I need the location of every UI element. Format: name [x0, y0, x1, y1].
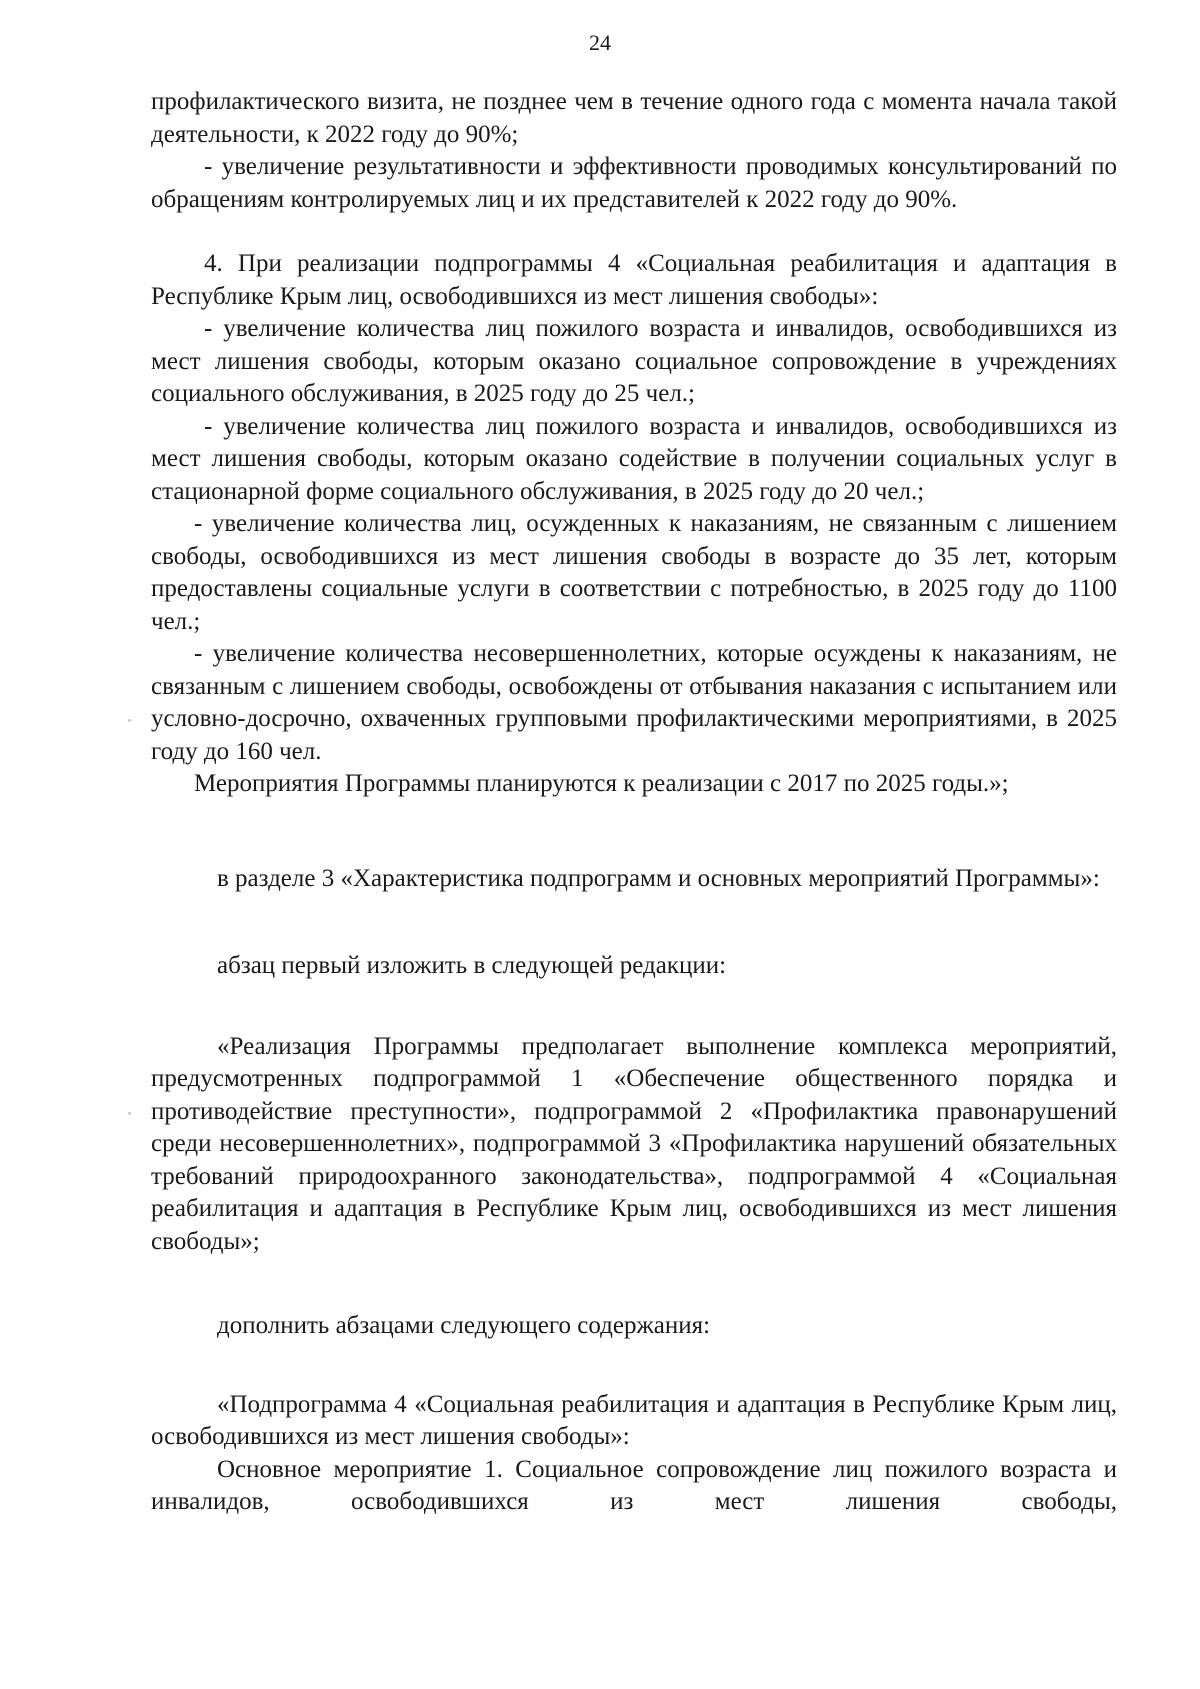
paragraph-main-activity-1: Основное мероприятие 1. Социальное сопровождение лиц пожилого возраста и инвалидов, освободившихся из мест лишения свободы, — [151, 1455, 1117, 1515]
scan-dot — [128, 719, 131, 722]
paragraph-subprogram-4-title: «Подпрограмма 4 «Социальная реабилитация и адаптация в Республике Крым лиц, освободившихся из мест лишения свободы»: — [151, 1390, 1117, 1450]
paragraph-program-timeline: Мероприятия Программы планируются к реализации с 2017 по 2025 годы.»; — [194, 770, 1009, 797]
list-item-social-support: - увеличение количества лиц пожилого возраста и инвалидов, освободившихся из мест лишения свободы, которым оказано социальное сопровождение в учреждениях социального обслуживания, в 2025 году до 25 чел.; — [151, 315, 1117, 407]
list-item-stationary-services: - увеличение количества лиц пожилого возраста и инвалидов, освободившихся из мест лишения свободы, которым оказано содействие в получении социальных услуг в стационарной форме социального обслуживания, в 2025 году до 20 чел.; — [151, 412, 1117, 505]
paragraph-section-3-instruction: в разделе 3 «Характеристика подпрограмм и основных мероприятий Программы»: — [217, 864, 1100, 892]
list-item-results-efficiency: - увеличение результативности и эффективности проводимых консультирований по обращениям контролируемых лиц и их представителей к 2022 году до 90%. — [151, 153, 1117, 213]
paragraph-subprogram-4-heading: 4. При реализации подпрограммы 4 «Социальная реабилитация и адаптация в Республике Крым лиц, освободившихся из мест лишения свободы»: — [151, 250, 1117, 310]
paragraph-first-abzac-instruction: абзац первый изложить в следующей редакции: — [217, 952, 727, 979]
paragraph-supplement-instruction: дополнить абзацами следующего содержания: — [217, 1312, 711, 1339]
paragraph-continuation: профилактического визита, не позднее чем в течение одного года с момента начала такой деятельности, к 2022 году до 90%; — [151, 88, 1117, 148]
document-body — [151, 86, 1117, 1519]
page-number: 24 — [589, 30, 611, 55]
list-item-minors-group-measures: - увеличение количества несовершеннолетних, которые осуждены к наказаниям, не связанным с лишением свободы, освобождены от отбывания наказания с испытанием или условно-досрочно, охваченных групповыми профилактическими мероприятиями, в 2025 году до 160 чел. — [151, 640, 1117, 765]
list-item-convicted-under-35: - увеличение количества лиц, осужденных к наказаниям, не связанным с лишением свободы, освободившихся из мест лишения свободы в возрасте до 35 лет, которым предоставлены социальные услуги в соответствии с потребностью, в 2025 году до 1100 чел.; — [151, 510, 1117, 635]
scan-dot — [128, 1112, 131, 1115]
paragraph-program-implementation: «Реализация Программы предполагает выполнение комплекса мероприятий, предусмотренных подпрограммой 1 «Обеспечение общественного порядка и противодействие преступности», подпрограммой 2 «Профилактика правонарушений среди несовершеннолетних», подпрограммой 3 «Профилактика нарушений обязательных требований природоохранного законодательства», подпрограммой 4 «Социальная реабилитация и адаптация в Республике Крым лиц, освободившихся из мест лишения свободы»; — [151, 1032, 1117, 1255]
